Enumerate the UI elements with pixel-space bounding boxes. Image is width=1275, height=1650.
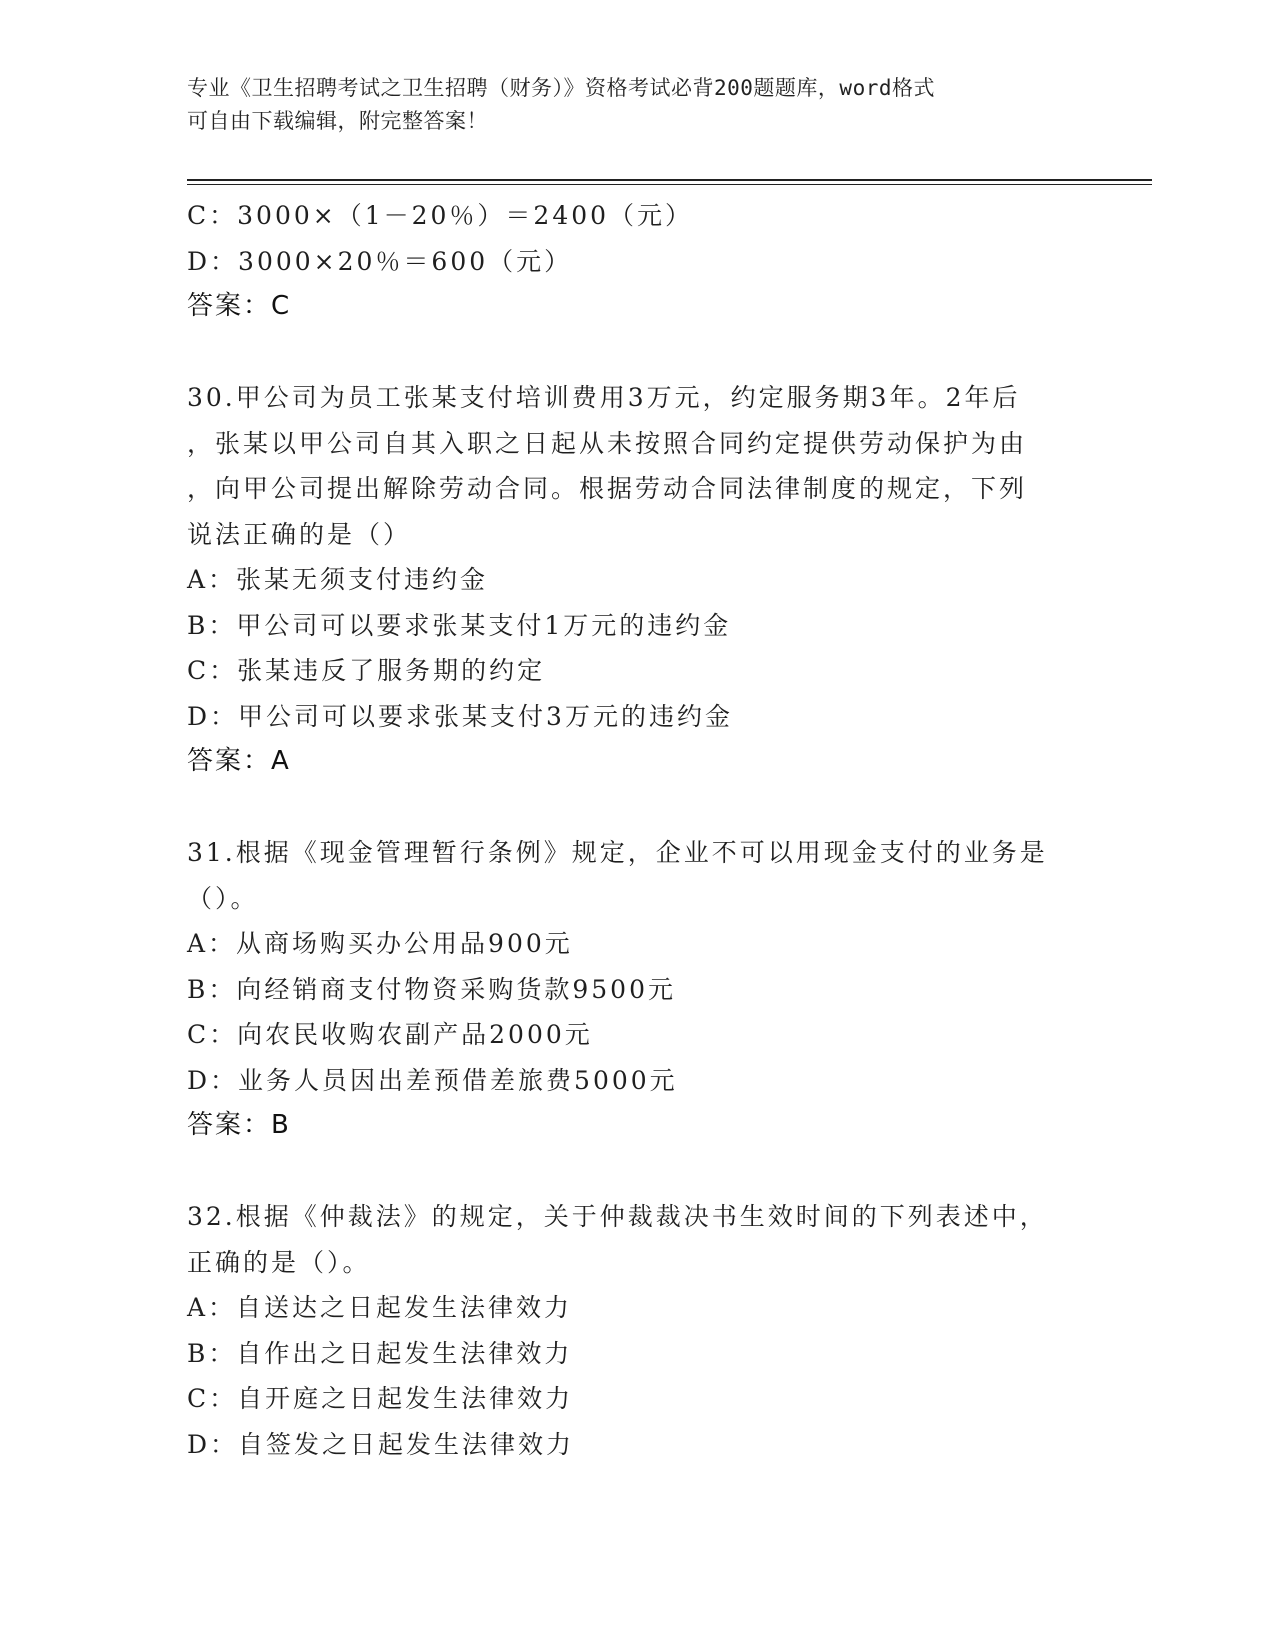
question-text: 正确的是（）。 (187, 1247, 371, 1277)
header-line-2: 可自由下载编辑，附完整答案！ (187, 109, 488, 133)
option-c: C：自开庭之日起发生法律效力 (187, 1384, 574, 1413)
header-divider-thin (187, 184, 1152, 185)
question-text: ，张某以甲公司自其入职之日起从未按照合同约定提供劳动保护为由 (187, 428, 1028, 458)
answer: 答案：B (187, 1110, 291, 1140)
option-b: B：向经销商支付物资采购货款9500元 (187, 974, 676, 1004)
option-c: C：张某违反了服务期的约定 (187, 656, 546, 685)
option-d: D：自签发之日起发生法律效力 (187, 1429, 575, 1459)
option-b: B：甲公司可以要求张某支付1万元的违约金 (187, 610, 732, 640)
option-a: A：张某无须支付违约金 (187, 565, 489, 594)
question-text: ，向甲公司提出解除劳动合同。根据劳动合同法律制度的规定，下列 (187, 474, 1028, 503)
question-29-tail (187, 193, 1087, 330)
document-header (187, 72, 1087, 138)
option-d: D：业务人员因出差预借差旅费5000元 (187, 1065, 678, 1095)
option-d: D：甲公司可以要求张某支付3万元的违约金 (187, 701, 733, 731)
answer: 答案：A (187, 746, 291, 776)
answer: 答案：C (187, 291, 292, 321)
header-divider (187, 179, 1152, 181)
document-body (187, 193, 1087, 1467)
header-line-1: 专业《卫生招聘考试之卫生招聘（财务）》资格考试必背200题题库，word格式 (187, 76, 935, 100)
question-text: 31.根据《现金管理暂行条例》规定，企业不可以用现金支付的业务是 (187, 838, 1048, 867)
question-text: 30.甲公司为员工张某支付培训费用3万元，约定服务期3年。2年后 (187, 383, 1021, 412)
option-d: D：3000×20％＝600（元） (187, 246, 573, 276)
question-32 (187, 1194, 1087, 1467)
question-31 (187, 830, 1087, 1149)
question-text: 说法正确的是（） (187, 519, 412, 549)
option-c: C：3000×（1－20％）＝2400（元） (187, 201, 694, 230)
question-text: （）。 (187, 883, 259, 913)
option-a: A：自送达之日起发生法律效力 (187, 1293, 573, 1322)
question-30 (187, 375, 1087, 785)
option-c: C：向农民收购农副产品2000元 (187, 1020, 593, 1049)
option-b: B：自作出之日起发生法律效力 (187, 1338, 573, 1368)
option-a: A：从商场购买办公用品900元 (187, 929, 573, 958)
question-text: 32.根据《仲裁法》的规定，关于仲裁裁决书生效时间的下列表述中， (187, 1202, 1048, 1231)
